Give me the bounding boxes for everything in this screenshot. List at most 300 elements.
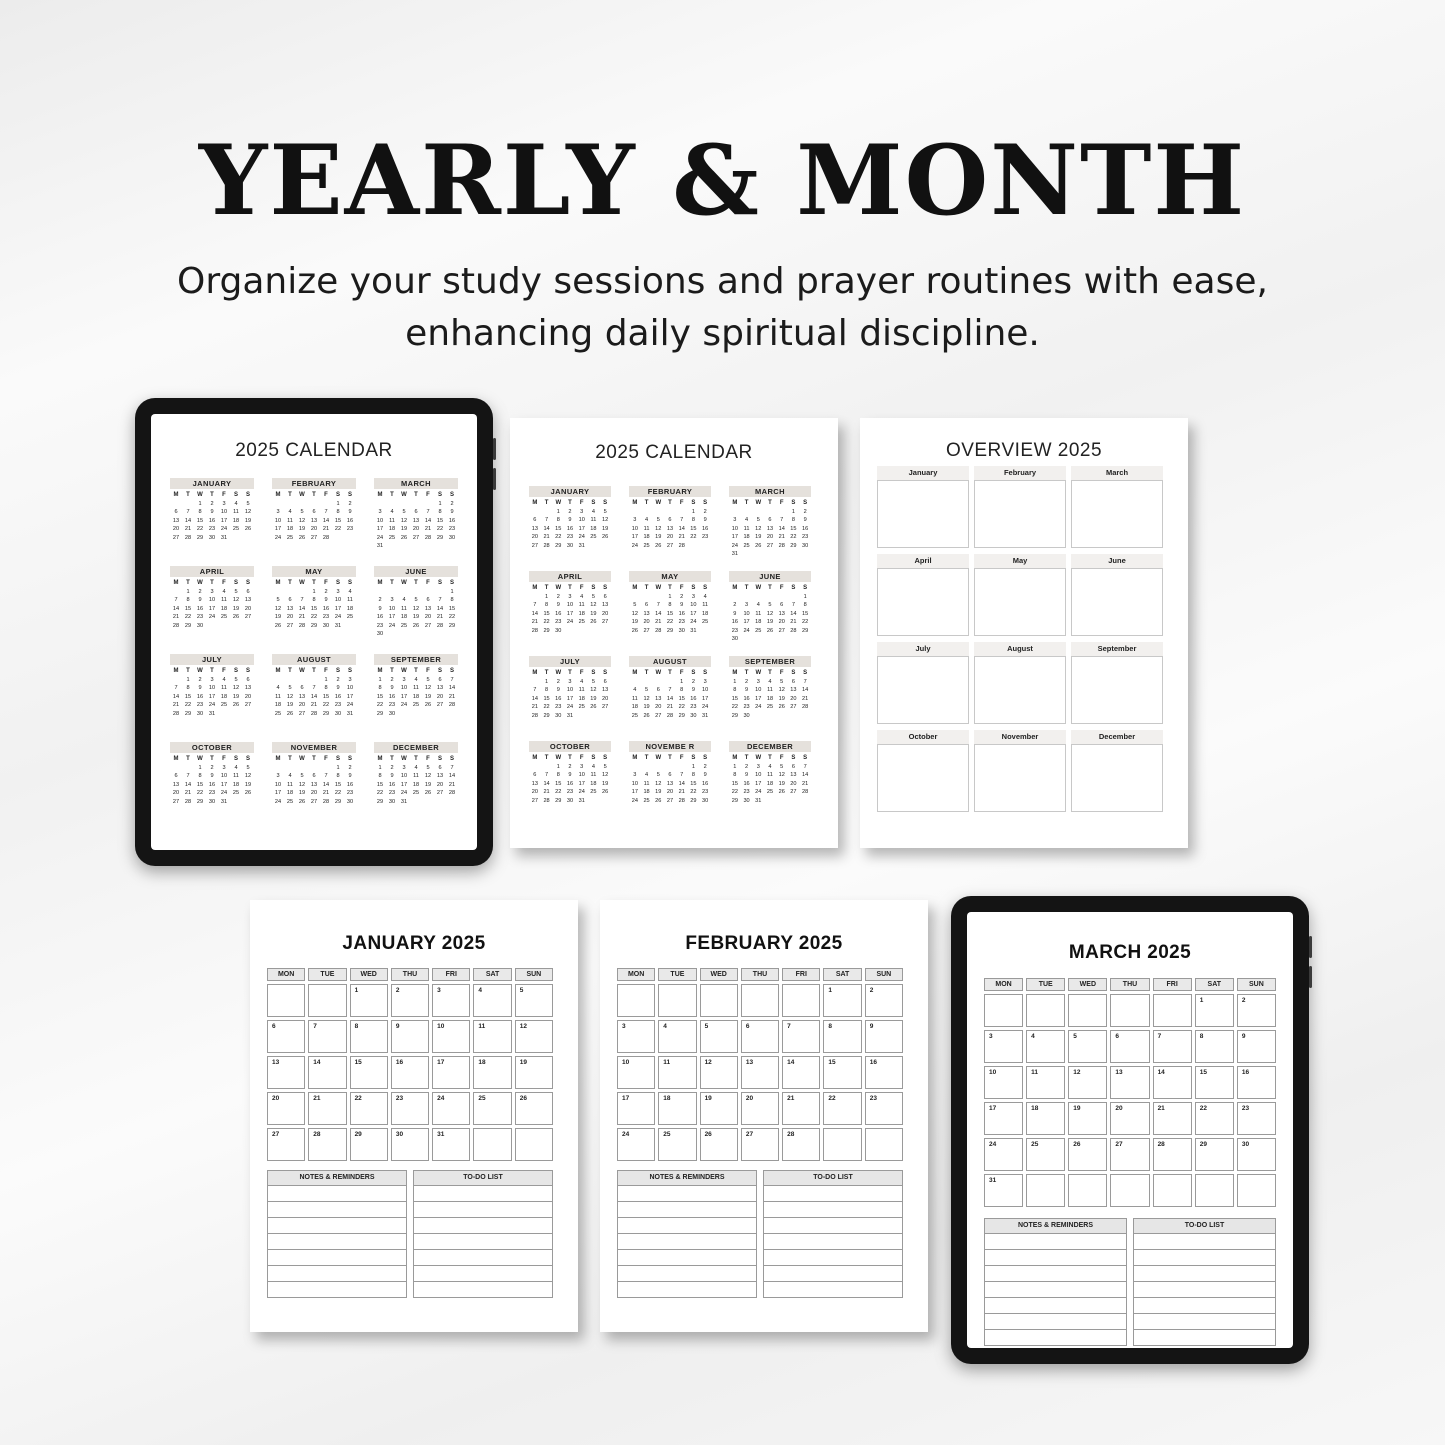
day-number: 6 xyxy=(288,597,292,603)
day-number: 15 xyxy=(448,605,456,612)
day-number: 24 xyxy=(578,534,585,540)
day-number: 22 xyxy=(690,789,697,795)
day-number: 27 xyxy=(298,710,306,717)
day-number: 20 xyxy=(436,693,444,700)
day-number: 22 xyxy=(184,702,192,708)
todo-list-panel xyxy=(1133,1218,1276,1346)
day-number: 15 xyxy=(690,525,697,532)
day-number: 28 xyxy=(298,622,306,629)
overview-month-label: December xyxy=(1071,730,1163,744)
mini-month-days xyxy=(374,755,458,806)
mini-month-days xyxy=(272,579,356,630)
day-number: 4 xyxy=(390,509,394,515)
weekday-initial: S xyxy=(335,492,340,498)
month-grid xyxy=(984,978,1276,1207)
day-number: 24 xyxy=(755,789,762,795)
day-number: 25 xyxy=(232,526,240,532)
day-number: 13 xyxy=(655,695,662,702)
mini-month-days xyxy=(629,584,711,635)
empty-day xyxy=(386,588,398,597)
weekday-initial: W xyxy=(197,756,203,762)
day-number: 4 xyxy=(288,509,292,515)
day-number: 24 xyxy=(208,614,216,620)
mini-month-header: JULY xyxy=(529,656,611,667)
day-number: 25 xyxy=(743,542,750,549)
overview-month xyxy=(877,642,969,724)
weekday-initial: W xyxy=(755,755,762,761)
weekday-initial: T xyxy=(668,755,672,761)
day-cell: 21 xyxy=(782,1092,820,1125)
todo-list-header: TO-DO LIST xyxy=(1134,1219,1275,1234)
day-number: 24 xyxy=(400,790,408,796)
day-number: 25 xyxy=(220,614,228,620)
weekday-initial: M xyxy=(173,492,179,498)
day-cell: 14 xyxy=(1153,1066,1192,1099)
day-number: 20 xyxy=(310,790,318,796)
mini-month-header: FEBRUARY xyxy=(629,486,711,497)
day-number: 12 xyxy=(232,597,240,603)
writing-line xyxy=(1134,1266,1275,1282)
weekday-initial: T xyxy=(568,585,572,591)
day-number: 10 xyxy=(274,517,282,524)
day-number: 1 xyxy=(545,678,549,685)
day-number: 16 xyxy=(388,781,396,788)
day-number: 2 xyxy=(378,597,382,603)
day-number: 25 xyxy=(631,712,638,719)
day-number: 21 xyxy=(184,790,192,796)
day-cell: 20 xyxy=(1110,1102,1149,1135)
day-cell: 8 xyxy=(1195,1030,1234,1063)
empty-day xyxy=(776,508,788,517)
weekday-initial: S xyxy=(449,492,454,498)
day-number: 21 xyxy=(778,534,785,540)
writing-line xyxy=(764,1202,902,1218)
day-cell: 17 xyxy=(432,1056,470,1089)
day-number: 28 xyxy=(310,710,318,717)
weekday-initial: T xyxy=(568,755,572,761)
day-number: 16 xyxy=(731,619,738,625)
day-number: 8 xyxy=(803,602,807,608)
day-number: 10 xyxy=(731,525,738,532)
weekday-initial: F xyxy=(324,668,328,674)
writing-line xyxy=(764,1250,902,1266)
day-number: 11 xyxy=(755,610,762,617)
day-number: 4 xyxy=(591,508,595,515)
day-number: 27 xyxy=(436,790,444,796)
day-number: 21 xyxy=(543,534,550,540)
day-number: 22 xyxy=(376,790,384,796)
day-number: 30 xyxy=(196,622,204,629)
day-number: 22 xyxy=(448,614,456,620)
weekday-initial: S xyxy=(449,668,454,674)
weekday-initial: F xyxy=(579,670,584,676)
day-number: 3 xyxy=(633,517,637,523)
day-number: 19 xyxy=(643,704,650,710)
empty-day xyxy=(170,500,182,509)
day-number: 5 xyxy=(414,597,418,603)
day-cell: 4 xyxy=(1026,1030,1065,1063)
writing-line xyxy=(268,1202,406,1218)
weekday-initial: T xyxy=(768,670,772,676)
day-cell: 6 xyxy=(741,1020,779,1053)
day-cell: 23 xyxy=(865,1092,903,1125)
day-number: 29 xyxy=(802,627,809,634)
day-number: 6 xyxy=(246,588,250,595)
day-number: 6 xyxy=(312,773,316,779)
day-number: 20 xyxy=(790,780,797,787)
day-number: 28 xyxy=(448,790,456,796)
day-number: 21 xyxy=(531,704,538,710)
weekday-initial: T xyxy=(186,492,190,498)
day-number: 18 xyxy=(232,781,240,788)
day-number: 14 xyxy=(790,610,797,617)
overview-month-label: June xyxy=(1071,554,1163,568)
weekday-initial: S xyxy=(791,500,796,506)
month-grid xyxy=(617,968,903,1161)
day-number: 4 xyxy=(414,676,418,683)
day-number: 5 xyxy=(276,597,280,603)
day-number: 21 xyxy=(543,789,550,795)
day-number: 11 xyxy=(275,693,281,700)
day-number: 20 xyxy=(643,619,650,625)
day-number: 31 xyxy=(731,551,738,557)
weekday-initial: T xyxy=(414,580,418,586)
day-number: 20 xyxy=(666,534,674,540)
day-number: 23 xyxy=(555,704,562,710)
overview-month-box xyxy=(974,568,1066,636)
overview-month-label: July xyxy=(877,642,969,656)
day-number: 5 xyxy=(780,763,784,770)
day-number: 9 xyxy=(556,602,560,608)
paper-overview xyxy=(860,418,1188,848)
day-number: 10 xyxy=(755,687,762,693)
day-number: 5 xyxy=(234,588,238,595)
day-number: 2 xyxy=(556,678,560,685)
day-number: 19 xyxy=(232,693,240,700)
day-number: 27 xyxy=(310,798,318,805)
weekday-initial: M xyxy=(532,585,538,591)
empty-day xyxy=(296,588,308,597)
day-number: 20 xyxy=(310,526,318,532)
writing-line xyxy=(985,1250,1126,1266)
day-number: 20 xyxy=(244,605,252,612)
day-cell: 27 xyxy=(1110,1138,1149,1171)
day-number: 27 xyxy=(436,702,444,708)
empty-day xyxy=(284,764,296,773)
day-number: 25 xyxy=(346,614,354,620)
day-number: 17 xyxy=(274,790,282,796)
day-number: 12 xyxy=(232,685,240,691)
day-number: 25 xyxy=(286,534,294,541)
day-number: 13 xyxy=(298,693,306,700)
empty-day xyxy=(664,508,676,517)
writing-line xyxy=(985,1234,1126,1250)
weekday-initial: M xyxy=(173,668,179,674)
day-cell: 16 xyxy=(1237,1066,1276,1099)
weekday-initial: S xyxy=(347,580,352,586)
weekday-header: SUN xyxy=(1237,978,1276,991)
day-number: 14 xyxy=(543,780,550,787)
weekday-header: FRI xyxy=(782,968,820,981)
weekday-initial: W xyxy=(555,755,562,761)
day-cell: 11 xyxy=(658,1056,696,1089)
day-number: 31 xyxy=(702,712,709,719)
day-number: 15 xyxy=(555,525,562,532)
day-number: 29 xyxy=(666,627,674,634)
weekday-initial: S xyxy=(791,755,796,761)
day-number: 2 xyxy=(745,763,749,770)
day-cell xyxy=(823,1128,861,1161)
weekday-initial: F xyxy=(679,500,684,506)
day-number: 10 xyxy=(743,610,750,617)
day-number: 8 xyxy=(691,517,695,523)
day-cell: 23 xyxy=(1237,1102,1276,1135)
day-number: 8 xyxy=(691,772,695,778)
day-number: 10 xyxy=(578,772,585,778)
day-number: 4 xyxy=(288,773,292,779)
day-number: 26 xyxy=(602,789,609,795)
empty-day xyxy=(652,763,664,772)
day-number: 19 xyxy=(274,614,282,620)
day-number: 19 xyxy=(424,693,432,700)
day-number: 26 xyxy=(274,622,282,629)
notes-section xyxy=(267,1170,553,1298)
weekday-initial: F xyxy=(579,585,584,591)
day-number: 1 xyxy=(312,588,316,595)
writing-line xyxy=(414,1250,552,1266)
empty-day xyxy=(764,593,776,602)
day-number: 17 xyxy=(346,693,354,700)
weekday-initial: S xyxy=(437,756,442,762)
writing-line xyxy=(268,1266,406,1282)
day-number: 13 xyxy=(666,525,674,532)
weekday-initial: S xyxy=(591,585,596,591)
day-number: 23 xyxy=(743,704,750,710)
day-number: 18 xyxy=(220,693,228,700)
day-number: 15 xyxy=(322,693,330,700)
day-number: 14 xyxy=(322,517,330,524)
day-number: 8 xyxy=(733,772,737,778)
weekday-initial: F xyxy=(426,580,430,586)
day-number: 11 xyxy=(233,509,239,515)
day-number: 12 xyxy=(590,687,597,693)
day-number: 15 xyxy=(666,610,674,617)
day-number: 9 xyxy=(568,517,572,523)
weekday-initial: T xyxy=(644,500,649,506)
day-cell: 23 xyxy=(391,1092,429,1125)
day-number: 4 xyxy=(580,593,584,600)
day-cell: 17 xyxy=(617,1092,655,1125)
day-number: 22 xyxy=(376,702,384,708)
day-number: 29 xyxy=(310,622,318,629)
day-number: 31 xyxy=(755,797,762,804)
day-cell: 18 xyxy=(1026,1102,1065,1135)
day-number: 24 xyxy=(690,619,697,625)
weekday-header: SUN xyxy=(865,968,903,981)
mini-month-days xyxy=(529,754,611,805)
mini-month-header: DECEMBER xyxy=(729,741,811,752)
day-number: 10 xyxy=(631,780,638,787)
empty-day xyxy=(284,588,296,597)
day-number: 28 xyxy=(322,534,330,541)
day-number: 11 xyxy=(287,517,293,524)
day-number: 24 xyxy=(566,619,574,625)
weekday-initial: T xyxy=(210,492,214,498)
day-number: 15 xyxy=(555,780,562,787)
empty-day xyxy=(664,678,676,687)
day-number: 19 xyxy=(766,619,774,625)
weekday-initial: W xyxy=(401,580,407,586)
day-number: 13 xyxy=(244,597,252,603)
tablet-side-button xyxy=(1309,936,1312,958)
headline: YEARLY & MONTH xyxy=(198,124,1247,237)
day-number: 27 xyxy=(666,542,674,549)
day-cell: 12 xyxy=(700,1056,738,1089)
day-number: 23 xyxy=(731,627,738,634)
day-number: 8 xyxy=(186,685,190,691)
day-number: 9 xyxy=(450,509,454,515)
day-number: 6 xyxy=(174,509,178,515)
writing-line xyxy=(764,1218,902,1234)
day-number: 16 xyxy=(802,525,809,532)
mini-month-days xyxy=(374,579,458,639)
weekday-header: TUE xyxy=(1026,978,1065,991)
day-number: 27 xyxy=(666,797,674,804)
day-number: 11 xyxy=(631,695,638,702)
weekday-initial: W xyxy=(555,500,562,506)
day-cell: 12 xyxy=(515,1020,553,1053)
day-number: 20 xyxy=(790,695,797,702)
day-number: 27 xyxy=(424,622,432,629)
empty-day xyxy=(272,588,284,597)
month-title: FEBRUARY 2025 xyxy=(685,933,843,954)
day-number: 25 xyxy=(578,704,585,710)
day-cell xyxy=(1026,994,1065,1027)
day-number: 5 xyxy=(645,687,649,693)
mini-month xyxy=(170,742,254,806)
weekday-initial: M xyxy=(632,755,638,761)
day-number: 23 xyxy=(346,526,354,532)
day-number: 18 xyxy=(643,789,650,795)
day-number: 18 xyxy=(766,695,774,702)
day-cell: 26 xyxy=(515,1092,553,1125)
day-number: 28 xyxy=(531,627,538,634)
day-cell: 28 xyxy=(308,1128,346,1161)
weekday-initial: T xyxy=(186,580,190,586)
mini-month-header: MARCH xyxy=(729,486,811,497)
day-number: 11 xyxy=(702,602,709,608)
day-number: 11 xyxy=(590,772,597,778)
day-number: 30 xyxy=(566,542,574,549)
weekday-header: TUE xyxy=(308,968,346,981)
day-number: 1 xyxy=(791,508,795,515)
day-number: 17 xyxy=(220,781,228,788)
day-number: 8 xyxy=(186,597,190,603)
day-number: 21 xyxy=(531,619,538,625)
weekday-initial: S xyxy=(803,585,808,591)
day-number: 15 xyxy=(543,610,550,617)
day-number: 23 xyxy=(566,534,574,540)
day-number: 26 xyxy=(298,534,306,541)
day-cell: 7 xyxy=(1153,1030,1192,1063)
day-number: 2 xyxy=(568,508,572,515)
day-number: 5 xyxy=(300,509,304,515)
weekday-initial: T xyxy=(568,670,572,676)
day-number: 2 xyxy=(680,593,684,600)
day-number: 3 xyxy=(568,678,572,685)
mini-month-header: APRIL xyxy=(529,571,611,582)
overview-month xyxy=(974,554,1066,636)
weekday-initial: T xyxy=(768,755,772,761)
day-number: 18 xyxy=(220,605,228,612)
day-cell: 15 xyxy=(823,1056,861,1089)
day-cell: 30 xyxy=(391,1128,429,1161)
day-number: 21 xyxy=(424,526,432,532)
day-number: 30 xyxy=(702,797,709,804)
empty-day xyxy=(272,676,284,685)
day-cell: 13 xyxy=(1110,1066,1149,1099)
day-number: 29 xyxy=(196,534,204,541)
weekday-initial: M xyxy=(275,756,281,762)
weekday-initial: T xyxy=(186,756,190,762)
day-number: 12 xyxy=(631,610,638,617)
day-number: 13 xyxy=(790,772,797,778)
day-number: 26 xyxy=(232,614,240,620)
day-number: 16 xyxy=(566,780,574,787)
day-number: 26 xyxy=(232,702,240,708)
weekday-initial: S xyxy=(603,755,608,761)
writing-line xyxy=(414,1202,552,1218)
day-number: 25 xyxy=(578,619,585,625)
day-cell: 20 xyxy=(741,1092,779,1125)
day-number: 20 xyxy=(424,614,432,620)
day-number: 11 xyxy=(389,517,395,524)
day-number: 24 xyxy=(731,542,738,549)
weekday-initial: T xyxy=(544,670,549,676)
day-number: 12 xyxy=(602,517,609,523)
day-cell xyxy=(473,1128,511,1161)
weekday-initial: F xyxy=(779,755,784,761)
day-cell: 10 xyxy=(617,1056,655,1089)
day-number: 6 xyxy=(645,602,649,608)
weekday-initial: W xyxy=(299,756,305,762)
day-number: 17 xyxy=(566,695,574,702)
day-cell: 26 xyxy=(1068,1138,1107,1171)
day-number: 8 xyxy=(324,685,328,691)
day-number: 17 xyxy=(208,605,216,612)
day-number: 4 xyxy=(580,678,584,685)
day-number: 1 xyxy=(336,764,340,771)
empty-day xyxy=(434,588,446,597)
empty-day xyxy=(398,588,410,597)
day-number: 26 xyxy=(424,790,432,796)
day-cell: 8 xyxy=(350,1020,388,1053)
day-number: 21 xyxy=(448,693,456,700)
empty-day xyxy=(529,508,541,517)
empty-day xyxy=(320,764,332,773)
day-number: 3 xyxy=(580,508,584,515)
day-number: 16 xyxy=(566,525,574,532)
mini-month-header: JANUARY xyxy=(529,486,611,497)
day-cell: 27 xyxy=(267,1128,305,1161)
writing-line xyxy=(1134,1330,1275,1345)
day-number: 6 xyxy=(438,764,442,771)
writing-line xyxy=(764,1186,902,1202)
day-number: 8 xyxy=(438,509,442,515)
weekday-initial: S xyxy=(449,756,454,762)
day-number: 13 xyxy=(244,685,252,691)
weekday-initial: M xyxy=(732,670,738,676)
